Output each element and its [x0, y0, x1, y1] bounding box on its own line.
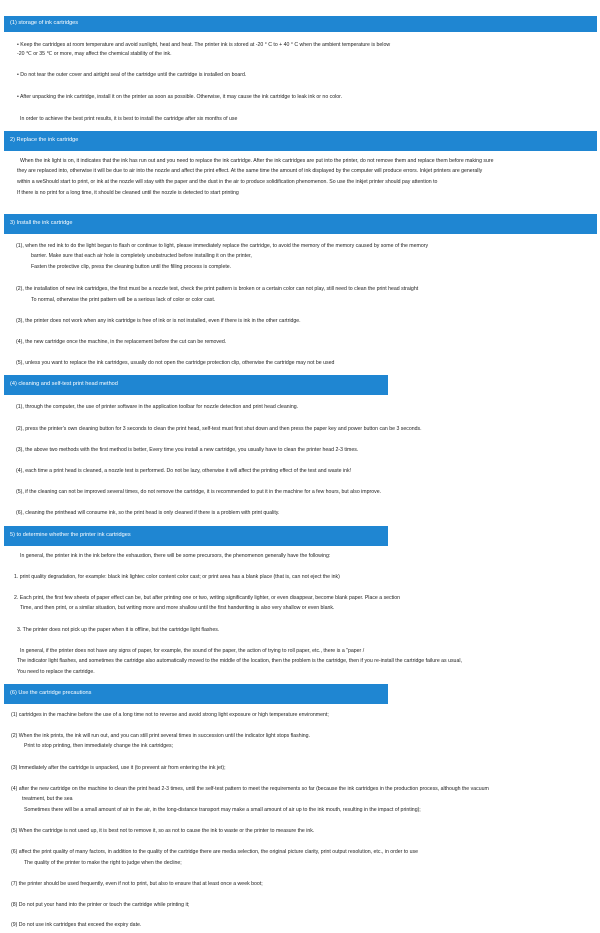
- paragraph-line: (3), the above two methods with the first method is better, Every time you install a new cartridge, you usually have to clean the printer head 2-3 times.: [16, 447, 359, 453]
- paragraph-line: (6), cleaning the printhead will consume ink, so the print head is only cleaned if there is a problem with print quality.: [16, 510, 280, 516]
- paragraph-line: (2) When the ink prints, the ink will run out, and you can still print several times in succession until the indicator light stops flashing.: [11, 733, 311, 739]
- paragraph-line: You need to replace the cartridge.: [17, 669, 95, 675]
- section-header-cleaning: [4, 375, 388, 395]
- paragraph-line: 1. print quality degradation, for example: black ink lightec color content color cast; or print area has a blank place (that is, can not eject the ink): [14, 574, 340, 580]
- paragraph-line: (7) the printer should be used frequently, even if not to print, but also to ensure that at least once a week boot;: [11, 881, 263, 887]
- paragraph-line: treatment, but the sea: [22, 796, 73, 802]
- paragraph-line: In general, the printer ink in the ink before the exhaustion, there will be some precursors, the phenomenon generally have the following:: [20, 553, 331, 559]
- paragraph-line: (3), the printer does not work when any ink cartridge is free of ink or is not installed, even if there is ink in the other cartridge.: [16, 318, 301, 324]
- section-header-install: [4, 214, 597, 234]
- paragraph-line: (4), the new cartridge once the machine, in the replacement before the cut can be removed.: [16, 339, 227, 345]
- section-title: 2) Replace the ink cartridge: [10, 137, 79, 144]
- paragraph-line: 2. Each print, the first few sheets of paper effect can be, but after printing one or two, writing significantly lighter, or even disappear, become blank paper. Place a section: [14, 595, 401, 601]
- paragraph-line: To normal, otherwise the print pattern will be a serious lack of color or color cast.: [31, 297, 216, 303]
- paragraph-line: (6) affect the print quality of many factors, in addition to the quality of the cartridge there are media selection, the original picture clarity, print output resolution, etc., in order to use: [11, 849, 418, 855]
- paragraph-line: • Keep the cartridges at room temperature and avoid sunlight, heat and heat. The printer ink is stored at -20 ° C to + 40 ° C when the ambient temperature is below: [17, 42, 391, 48]
- paragraph-line: • Do not tear the outer cover and airtight seal of the cartridge until the cartridge is installed on board.: [17, 72, 247, 78]
- paragraph-line: (1), when the red ink to do the light began to flash or continue to light, please immediately replace the cartridge, to avoid the memory of the memory caused by some of the memory: [16, 243, 429, 249]
- paragraph-line: 3. The printer does not pick up the paper when it is offline, but the cartridge light flashes.: [17, 627, 220, 633]
- paragraph-line: (5), if the cleaning can not be improved several times, do not remove the cartridge, it is recommended to put it in the machine for a few hours, but also improve.: [16, 489, 382, 495]
- section-header-determine: [4, 526, 388, 546]
- paragraph-line: (2), the installation of new ink cartridges, the first must be a nozzle test, check the print pattern is broken or a certain color can not play, still need to clean the print head straight: [16, 286, 419, 292]
- paragraph-line: Print to stop printing, then immediately change the ink cartridges;: [24, 743, 174, 749]
- paragraph-line: (4), each time a print head is cleaned, a nozzle test is performed. Do not be lazy, otherwise it will affect the printing effect of the test and waste ink!: [16, 468, 352, 474]
- paragraph-line: (8) Do not put your hand into the printer or touch the cartridge while printing it;: [11, 902, 190, 908]
- section-header-replace: [4, 131, 597, 151]
- paragraph-line: (3) Immediately after the cartridge is unpacked, use it (to prevent air from entering the ink jet);: [11, 765, 226, 771]
- paragraph-line: (1), through the computer, the use of printer software in the application toolbar for nozzle detection and print head cleaning.: [16, 404, 299, 410]
- paragraph-line: Fasten the protective clip, press the cleaning button until the filling process is complete.: [31, 264, 232, 270]
- paragraph-line: (1) cartridges in the machine before the use of a long time not to reverse and avoid strong light exposure or high temperature environment;: [11, 712, 329, 718]
- section-title: 3) Install the ink cartridge: [10, 220, 73, 227]
- section-header-storage: [4, 16, 597, 32]
- paragraph-line: they are replaced into, otherwise it will be due to air into the nozzle and affect the print effect. At the same time the amount of ink displayed by the computer will produce errors. Inkjet printers are generally: [17, 168, 483, 174]
- paragraph-line: (5) When the cartridge is not used up, it is best not to remove it, so as not to cause the ink to waste or the printer to measure the ink.: [11, 828, 315, 834]
- paragraph-line: In general, if the printer does not have any signs of paper, for example, the sound of the paper, the action of trying to roll paper, etc., there is a "paper /: [20, 648, 365, 654]
- paragraph-line: • After unpacking the ink cartridge, install it on the printer as soon as possible. Otherwise, it may cause the ink cartridge to leak ink or no color.: [17, 94, 343, 100]
- paragraph-line: The quality of the printer to make the right to judge when the decline;: [24, 860, 182, 866]
- paragraph-line: (2), press the printer's own cleaning button for 3 seconds to clean the print head, self-test must first shut down and then press the paper key and power button can be 3 seconds.: [16, 426, 422, 432]
- section-title: (6) Use the cartridge precautions: [10, 690, 92, 697]
- paragraph-line: (5), unless you want to replace the ink cartridges, usually do not open the cartridge protection clip, otherwise the cartridge may not be used: [16, 360, 335, 366]
- paragraph-line: In order to achieve the best print results, it is best to install the cartridge after six months of use: [20, 116, 238, 122]
- section-title: 5) to determine whether the printer ink cartridges: [10, 532, 131, 539]
- paragraph-line: Time, and then print, or a similar situation, but writing more and more shallow until the first handwriting is also very shallow or even blank.: [20, 605, 335, 611]
- section-title: (1) storage of ink cartridges: [10, 20, 79, 27]
- paragraph-line: (4) after the new cartridge on the machine to clean the print head 2-3 times, until the self-test pattern to meet the requirements so far (because the ink cartridges in the production process, although the vacuum: [11, 786, 489, 792]
- paragraph-line: Sometimes there will be a small amount of air in the air, in the long-distance transport may make a small amount of air up to the ink mouth, resulting in the impact of printing);: [24, 807, 421, 813]
- section-header-precautions: [4, 684, 388, 704]
- paragraph-line: The indicator light flashes, and sometimes the cartridge also automatically moved to the middle of the location, then the problem is the cartridge, then if you re-install the cartridge failure as usual,: [17, 658, 462, 664]
- paragraph-line: If there is no print for a long time, it should be cleaned until the nozzle is detected to start printing: [17, 190, 239, 196]
- paragraph-line: barrier. Make sure that each air hole is completely unobstructed before installing it on the printer,: [31, 253, 252, 259]
- paragraph-line: -20 ℃ or 35 ℃ or more, may affect the chemical stability of the ink.: [17, 51, 172, 57]
- paragraph-line: When the ink light is on, it indicates that the ink has run out and you need to replace the ink cartridge. After the ink cartridges are put into the printer, do not remove them and replace them before making sure: [20, 158, 494, 164]
- paragraph-line: (9) Do not use ink cartridges that exceed the expiry date.: [11, 922, 142, 928]
- section-title: (4) cleaning and self-test print head method: [10, 381, 118, 388]
- paragraph-line: within a weShould start to print, or ink at the nozzle will stay with the paper and the dust in the air to produce solidification phenomenon. So use the inkjet printer should pay attention to: [17, 179, 438, 185]
